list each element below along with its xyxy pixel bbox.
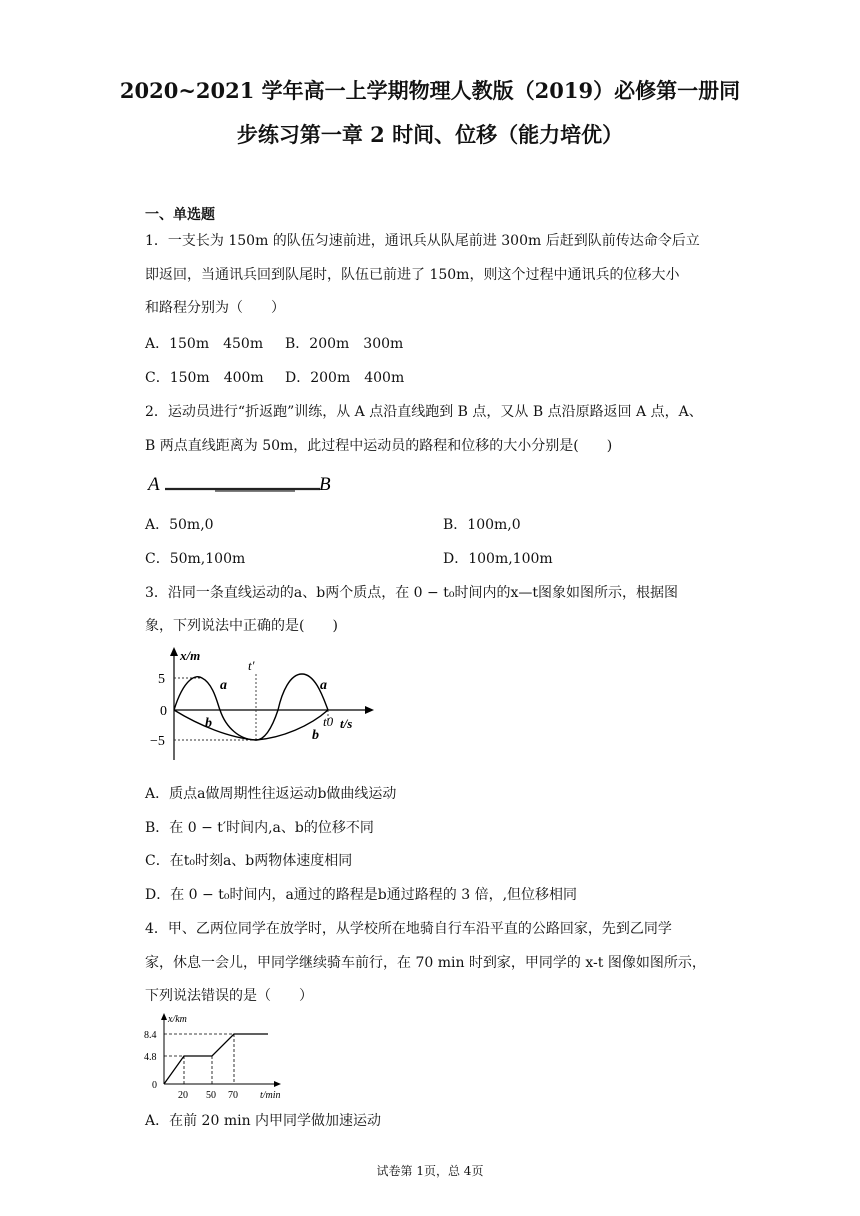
question-4-line3: 下列说法错误的是（ ）	[145, 988, 313, 1004]
question-3-line1: 3．沿同一条直线运动的a、b两个质点，在 0 − t₀时间内的x—t图象如图所示，根据图	[145, 585, 678, 601]
question-4-option-a: A．在前 20 min 内甲同学做加速运动	[145, 1113, 382, 1129]
fig-label-a: A	[148, 474, 160, 495]
question-1-option-a: A．150m 450m	[145, 336, 264, 352]
tick-yn5: −5	[150, 734, 165, 749]
question-2-option-a: A．50m,0	[145, 517, 214, 533]
question-1-line2: 即返回，当通讯兵回到队尾时，队伍已前进了 150m，则这个过程中通讯兵的位移大小	[145, 267, 680, 283]
x-axis-label: t/s	[340, 716, 353, 731]
label-tprime: t′	[248, 658, 255, 673]
question-4-line1: 4．甲、乙两位同学在放学时，从学校所在地骑自行车沿平直的公路回家，先到乙同学	[145, 921, 672, 937]
question-4-line2: 家，休息一会儿，甲同学继续骑车前行，在 70 min 时到家，甲同学的 x-t 图像如图所示，	[145, 955, 706, 971]
fig-label-b: B	[319, 474, 331, 495]
curve-b	[174, 710, 328, 740]
question-3-option-d: D．在 0 − t₀时间内，a通过的路程是b通过路程的 3 倍，,但位移相同	[145, 887, 578, 903]
tick-y48: 4.8	[144, 1052, 157, 1063]
y-axis-arrow	[161, 1013, 167, 1020]
question-2-option-b: B．100m,0	[443, 517, 521, 533]
page-title-line2: 步练习第一章 2 时间、位移（能力培优）	[236, 122, 624, 147]
page-title-line1: 2020~2021 学年高一上学期物理人教版（2019）必修第一册同	[119, 78, 741, 103]
question-1-option-c: C．150m 400m	[145, 370, 264, 386]
question-2-option-d: D．100m,100m	[443, 551, 553, 567]
x-axis-arrow	[365, 706, 374, 714]
label-curve-b-1: b	[205, 716, 212, 731]
question-3-option-a: A．质点a做周期性往返运动b做曲线运动	[145, 786, 397, 802]
question-3-option-c: C．在t₀时刻a、b两物体速度相同	[145, 853, 353, 869]
question-1-option-b: B．200m 300m	[285, 336, 404, 352]
tick-y84: 8.4	[144, 1030, 157, 1041]
question-2-option-c: C．50m,100m	[145, 551, 246, 567]
question-2-line2: B 两点直线距离为 50m，此过程中运动员的路程和位移的大小分别是( )	[145, 438, 613, 454]
tick-x70: 70	[228, 1090, 238, 1100]
question-4-xt-graph	[140, 1010, 290, 1100]
label-curve-a-1: a	[220, 678, 227, 693]
question-1-line1: 1．一支长为 150m 的队伍匀速前进，通讯兵从队尾前进 300m 后赶到队前传达命令后立	[145, 233, 700, 249]
tick-x50: 50	[206, 1090, 216, 1100]
x-axis-label: t/min	[260, 1090, 281, 1100]
y-axis-label: x/km	[168, 1014, 187, 1025]
tick-y0: 0	[152, 1080, 157, 1091]
question-3-line2: 象，下列说法中正确的是( )	[145, 618, 338, 634]
question-1-option-d: D．200m 400m	[285, 370, 405, 386]
page-footer: 试卷第 1页，总 4页	[376, 1164, 484, 1178]
question-3-xt-graph	[150, 644, 390, 764]
question-2-figure-ab-line	[145, 470, 345, 498]
section-heading: 一、单选题	[145, 207, 215, 223]
question-3-option-b: B．在 0 − t′时间内,a、b的位移不同	[145, 820, 374, 836]
curve-a	[174, 674, 328, 740]
question-1-line3: 和路程分别为（ ）	[145, 300, 285, 316]
label-curve-a-2: a	[320, 678, 327, 693]
y-axis-label: x/m	[180, 648, 201, 663]
tick-x20: 20	[178, 1090, 188, 1100]
label-t0: t0	[323, 714, 334, 729]
question-2-line1: 2．运动员进行“折返跑”训练，从 A 点沿直线跑到 B 点，又从 B 点沿原路返回 A 点，A、	[145, 404, 703, 420]
xt-line	[164, 1034, 268, 1084]
label-curve-b-2: b	[312, 728, 319, 743]
tick-y0: 0	[160, 704, 167, 719]
tick-y5: 5	[158, 672, 165, 687]
y-axis-arrow	[170, 647, 178, 656]
x-axis-arrow	[274, 1081, 281, 1087]
